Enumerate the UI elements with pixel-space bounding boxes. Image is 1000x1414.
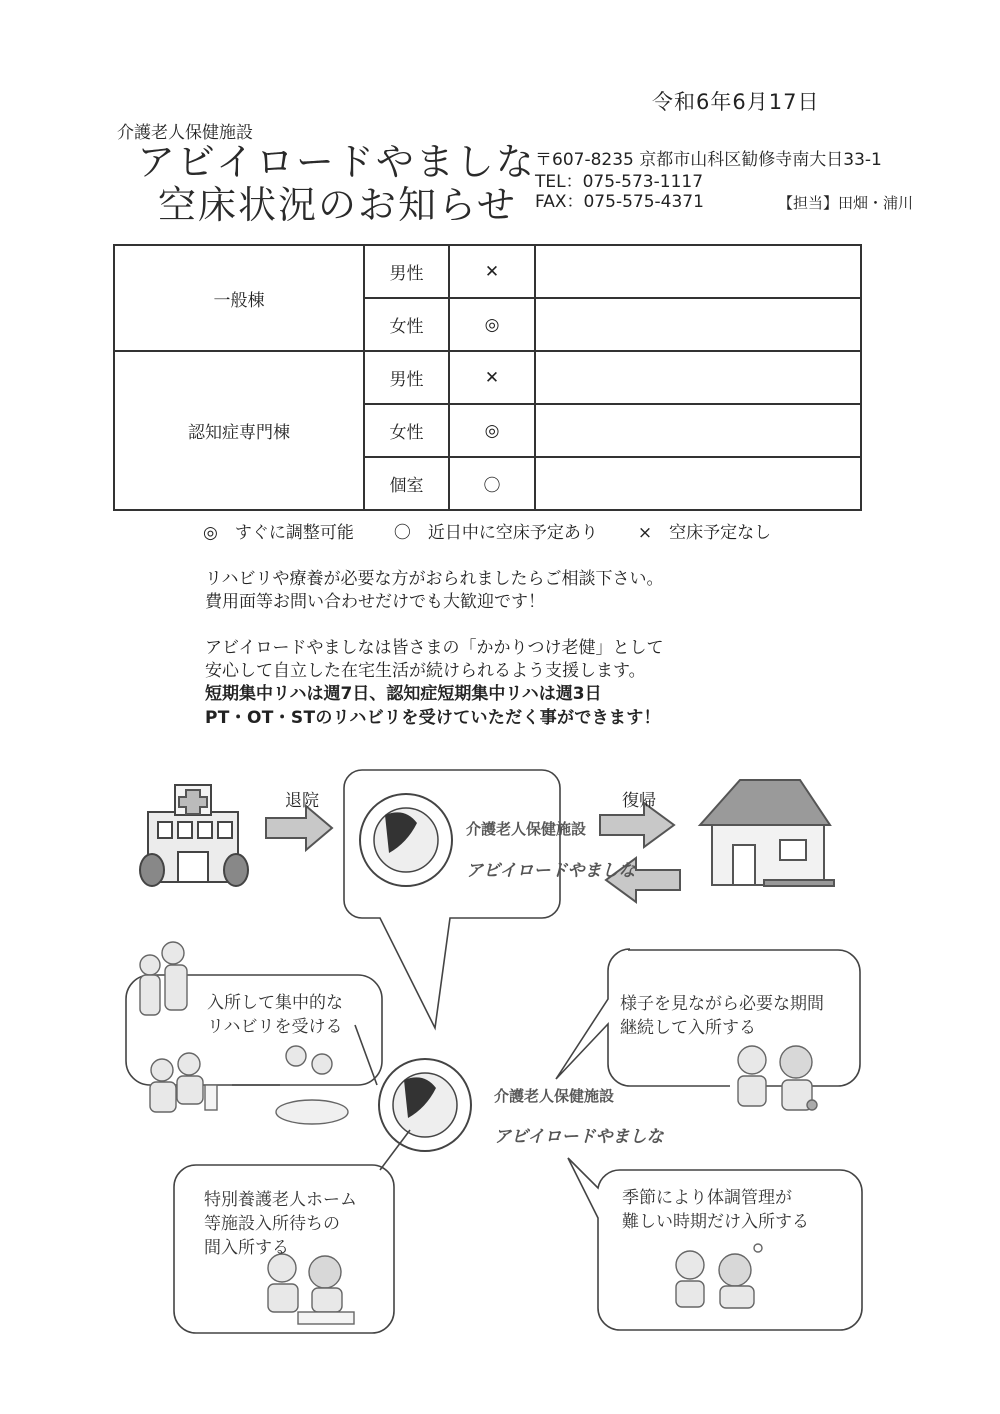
bubble3-line1: 特別養護老人ホーム	[204, 1190, 357, 1210]
bubble1-line1: 入所して集中的な	[207, 993, 343, 1013]
bubble1-line2: リハビリを受ける	[207, 1017, 343, 1037]
facility-logo-icon	[379, 1059, 471, 1151]
paragraph-line: アビイロードやましなは皆さまの「かかりつけ老健」として	[205, 638, 664, 658]
bubble3-line3: 間入所する	[204, 1238, 289, 1258]
legend-item-none: × 空床予定なし	[637, 523, 772, 543]
logo-name-label: アビイロードやましな	[466, 861, 636, 881]
arrow-right-icon	[266, 806, 332, 850]
note-cell	[535, 351, 861, 404]
bubble3-line2: 等施設入所待ちの	[204, 1214, 340, 1234]
page-title-line1: アビイロードやましな	[137, 140, 536, 184]
page-title-line2: 空床状況のお知らせ	[158, 183, 517, 227]
availability-mark: ◎	[449, 404, 535, 457]
availability-mark: ✕	[449, 245, 535, 298]
fax: FAX：075-575-4371	[535, 192, 704, 212]
availability-mark: ◎	[449, 298, 535, 351]
staff-contact: 【担当】田畑・浦川	[778, 194, 914, 212]
availability-mark: 〇	[449, 457, 535, 510]
discharge-label: 退院	[285, 791, 319, 811]
logo-org-label: 介護老人保健施設	[494, 1087, 615, 1105]
paragraph-line-bold: PT・OT・STのリハビリを受けていただく事ができます！	[205, 708, 661, 728]
table-row	[114, 351, 861, 404]
sex-cell: 女性	[364, 298, 449, 351]
paragraph-line-bold: 短期集中リハは週7日、認知症短期集中リハは週3日	[205, 684, 602, 704]
paragraph-line: 費用面等お問い合わせだけでも大歓迎です！	[205, 592, 545, 612]
facility-type: 介護老人保健施設	[117, 123, 253, 143]
paragraph-line: リハビリや療養が必要な方がおられましたらご相談下さい。	[205, 569, 664, 589]
paragraph-line: 安心して自立した在宅生活が続けられるよう支援します。	[205, 661, 646, 681]
hospital-icon	[140, 785, 248, 886]
document-date: 令和6年6月17日	[652, 90, 820, 114]
table-row	[114, 245, 861, 298]
bubble2-line2: 継続して入所する	[620, 1018, 756, 1038]
sex-cell: 男性	[364, 245, 449, 298]
bed-availability-table	[113, 244, 862, 511]
facility-logo-icon	[360, 794, 452, 886]
speech-bubble-seasonal-stay	[568, 1158, 862, 1330]
availability-mark: ✕	[449, 351, 535, 404]
bubble4-line2: 難しい時期だけ入所する	[622, 1212, 809, 1232]
sex-cell: 個室	[364, 457, 449, 510]
house-icon	[700, 780, 834, 886]
legend	[203, 518, 789, 543]
note-cell	[535, 404, 861, 457]
bubble4-line1: 季節により体調管理が	[622, 1188, 792, 1208]
address: 〒607-8235 京都市山科区勧修寺南大日33-1	[535, 150, 882, 170]
return-home-label: 復帰	[622, 791, 656, 811]
note-cell	[535, 298, 861, 351]
legend-item-available: ◎ すぐに調整可能	[203, 523, 354, 543]
note-cell	[535, 457, 861, 510]
telephone: TEL：075-573-1117	[535, 172, 704, 192]
bubble2-line1: 様子を見ながら必要な期間	[620, 994, 824, 1014]
logo-name-label: アビイロードやましな	[494, 1127, 664, 1147]
sex-cell: 男性	[364, 351, 449, 404]
ward-general: 一般棟	[114, 245, 364, 351]
ward-dementia: 認知症専門棟	[114, 351, 364, 510]
logo-org-label: 介護老人保健施設	[466, 820, 587, 838]
legend-item-soon: 〇 近日中に空床予定あり	[393, 523, 598, 543]
note-cell	[535, 245, 861, 298]
sex-cell: 女性	[364, 404, 449, 457]
